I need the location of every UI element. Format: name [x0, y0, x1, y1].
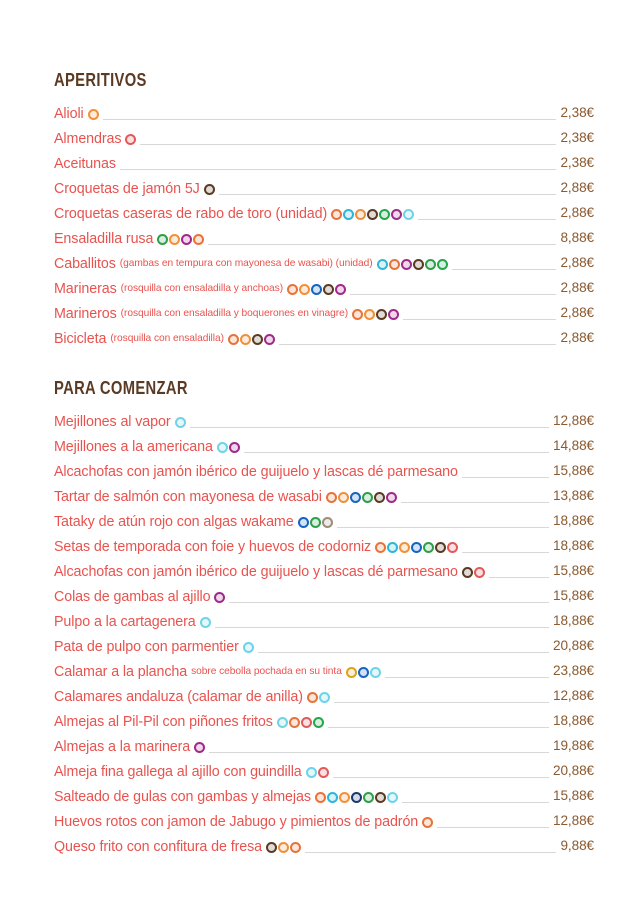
menu-item-price: 18,88€ [553, 513, 594, 528]
menu-item-name-group [54, 562, 485, 582]
fish-allergen-icon [350, 492, 361, 503]
milk-allergen-icon [204, 184, 215, 195]
shell-allergen-icon [277, 717, 288, 728]
gluten-allergen-icon [375, 542, 386, 553]
egg-allergen-icon [169, 234, 180, 245]
leader-line [337, 527, 549, 528]
shell-allergen-icon [217, 442, 228, 453]
nuts-allergen-icon [310, 517, 321, 528]
menu-item-row[interactable] [54, 435, 594, 460]
darkblue-allergen-icon [351, 792, 362, 803]
menu-item-row[interactable] [54, 685, 594, 710]
leader-line [219, 194, 557, 195]
gluten-allergen-icon [287, 284, 298, 295]
menu-item-price: 2,88€ [560, 205, 594, 220]
menu-item-description: (rosquilla con ensaladilla y boquerones en vinagre) [120, 308, 349, 319]
mollusc-allergen-icon [401, 259, 412, 270]
menu-item-price: 2,88€ [560, 305, 594, 320]
leader-line [328, 727, 549, 728]
allergen-icon-group [422, 817, 433, 828]
gluten-allergen-icon [326, 492, 337, 503]
egg-allergen-icon [339, 792, 350, 803]
allergen-icon-group [331, 209, 414, 220]
fish-allergen-icon [311, 284, 322, 295]
shell-allergen-icon [306, 767, 317, 778]
menu-item-name-group [54, 587, 225, 607]
menu-item-description: (gambas en tempura con mayonesa de wasabi) (unidad) [119, 258, 373, 269]
leader-line [385, 677, 549, 678]
egg-allergen-icon [364, 309, 375, 320]
menu-item-row[interactable] [54, 102, 594, 127]
leader-line [120, 169, 557, 170]
gluten-allergen-icon [228, 334, 239, 345]
menu-item-list [54, 102, 594, 352]
gluten-allergen-icon [307, 692, 318, 703]
menu-item-name: Salteado de gulas con gambas y almejas [54, 789, 311, 805]
mollusc-allergen-icon [194, 742, 205, 753]
menu-sections [54, 70, 594, 860]
milk-allergen-icon [252, 334, 263, 345]
leader-line [103, 119, 557, 120]
menu-item-row[interactable] [54, 485, 594, 510]
menu-item-price: 2,38€ [560, 105, 594, 120]
egg-allergen-icon [399, 542, 410, 553]
menu-item-row[interactable] [54, 585, 594, 610]
menu-item-name: Bicicleta [54, 331, 107, 347]
menu-item-name: Caballitos [54, 256, 116, 272]
menu-item-name: Almejas al Pil-Pil con piñones fritos [54, 714, 273, 730]
menu-item-row[interactable] [54, 327, 594, 352]
mollusc-allergen-icon [229, 442, 240, 453]
allergen-icon-group [243, 642, 254, 653]
leader-line [489, 577, 549, 578]
milk-allergen-icon [435, 542, 446, 553]
milk-allergen-icon [323, 284, 334, 295]
nuts-allergen-icon [157, 234, 168, 245]
allergen-icon-group [125, 134, 136, 145]
milk-allergen-icon [374, 492, 385, 503]
milk-allergen-icon [413, 259, 424, 270]
gluten-allergen-icon [290, 842, 301, 853]
leader-line [462, 552, 549, 553]
menu-item-row[interactable] [54, 152, 594, 177]
allergen-icon-group [200, 617, 211, 628]
menu-item-price: 20,88€ [553, 638, 594, 653]
menu-item-name: Mejillones al vapor [54, 414, 171, 430]
leader-line [305, 852, 556, 853]
soy-allergen-icon [313, 717, 324, 728]
menu-item-name: Tataky de atún rojo con algas wakame [54, 514, 294, 530]
menu-item-price: 2,88€ [560, 330, 594, 345]
menu-item-price: 9,88€ [560, 838, 594, 853]
menu-item-name: Colas de gambas al ajillo [54, 589, 211, 605]
menu-item-price: 12,88€ [553, 813, 594, 828]
menu-item-price: 20,88€ [553, 763, 594, 778]
shell-allergen-icon [387, 792, 398, 803]
menu-item-row[interactable] [54, 610, 594, 635]
menu-item-name: Marineras [54, 281, 117, 297]
fish-allergen-icon [411, 542, 422, 553]
menu-item-row[interactable] [54, 460, 594, 485]
menu-section [54, 378, 594, 860]
menu-item-name: Tartar de salmón con mayonesa de wasabi [54, 489, 322, 505]
leader-line [244, 452, 549, 453]
menu-item-row[interactable] [54, 835, 594, 860]
menu-item-row[interactable] [54, 735, 594, 760]
menu-item-row[interactable] [54, 760, 594, 785]
section-title: PARA COMENZAR [54, 378, 188, 398]
leader-line [418, 219, 556, 220]
crustacea-allergen-icon [343, 209, 354, 220]
mollusc-allergen-icon [214, 592, 225, 603]
menu-item-name-group [54, 612, 211, 632]
menu-item-name-group [54, 462, 458, 482]
menu-item-row[interactable] [54, 560, 594, 585]
allergen-icon-group [277, 717, 324, 728]
nuts-allergen-icon [363, 792, 374, 803]
crustacea-allergen-icon [377, 259, 388, 270]
menu-item-row[interactable] [54, 177, 594, 202]
allergen-icon-group [204, 184, 215, 195]
menu-item-name: Almeja fina gallega al ajillo con guindilla [54, 764, 302, 780]
egg-allergen-icon [278, 842, 289, 853]
menu-item-name: Alcachofas con jamón ibérico de guijuelo y lascas dé parmesano [54, 564, 458, 580]
menu-item-price: 2,38€ [560, 130, 594, 145]
crustacea-allergen-icon [327, 792, 338, 803]
egg-allergen-icon [355, 209, 366, 220]
shell-allergen-icon [403, 209, 414, 220]
menu-item-row[interactable] [54, 535, 594, 560]
menu-item-price: 23,88€ [553, 663, 594, 678]
allergen-icon-group [228, 334, 275, 345]
menu-item-name-group [54, 204, 414, 224]
menu-item-description: (rosquilla con ensaladilla) [110, 333, 224, 344]
menu-item-name-group [54, 662, 381, 682]
menu-item-row[interactable] [54, 785, 594, 810]
menu-item-row[interactable] [54, 710, 594, 735]
milk-allergen-icon [266, 842, 277, 853]
milk-allergen-icon [462, 567, 473, 578]
nuts-allergen-icon [362, 492, 373, 503]
gluten-allergen-icon [315, 792, 326, 803]
menu-item-price: 14,88€ [553, 438, 594, 453]
menu-item-name-group [54, 412, 186, 432]
egg-allergen-icon [338, 492, 349, 503]
allergen-icon-group [266, 842, 301, 853]
menu-item-name: Calamares andaluza (calamar de anilla) [54, 689, 303, 705]
menu-item-price: 15,88€ [553, 588, 594, 603]
menu-item-name: Setas de temporada con foie y huevos de codorniz [54, 539, 372, 555]
soy-allergen-icon [379, 209, 390, 220]
shell-allergen-icon [243, 642, 254, 653]
leader-line [402, 802, 549, 803]
allergen-icon-group [462, 567, 485, 578]
menu-item-name: Calamar a la plancha [54, 664, 188, 680]
gluten-allergen-icon [352, 309, 363, 320]
allergen-icon-group [315, 792, 398, 803]
menu-item-price: 15,88€ [553, 463, 594, 478]
allergen-icon-group [217, 442, 240, 453]
allergen-icon-group [214, 592, 225, 603]
leader-line [140, 144, 556, 145]
menu-item-name-group [54, 254, 448, 274]
nuts-allergen-icon [425, 259, 436, 270]
leader-line [334, 702, 549, 703]
egg-allergen-icon [88, 109, 99, 120]
menu-item-price: 12,88€ [553, 688, 594, 703]
leader-line [462, 477, 549, 478]
menu-item-name: Queso frito con confitura de fresa [54, 839, 262, 855]
leader-line [190, 427, 550, 428]
mollusc-allergen-icon [386, 492, 397, 503]
fish-allergen-icon [298, 517, 309, 528]
gluten-allergen-icon [331, 209, 342, 220]
allergen-icon-group [375, 542, 458, 553]
menu-item-name-group [54, 712, 324, 732]
sulphite-allergen-icon [301, 717, 312, 728]
menu-item-price: 2,88€ [560, 255, 594, 270]
menu-item-row[interactable] [54, 252, 594, 277]
egg-allergen-icon [299, 284, 310, 295]
section-title: APERITIVOS [54, 70, 147, 90]
menu-item-list [54, 410, 594, 860]
menu-item-row[interactable] [54, 410, 594, 435]
menu-item-price: 12,88€ [553, 413, 594, 428]
allergen-icon-group [88, 109, 99, 120]
menu-item-name-group [54, 687, 330, 707]
menu-item-name-group [54, 787, 398, 807]
gluten-allergen-icon [193, 234, 204, 245]
menu-item-name-group [54, 512, 333, 532]
menu-item-price: 18,88€ [553, 538, 594, 553]
shell-allergen-icon [370, 667, 381, 678]
allergen-icon-group [175, 417, 186, 428]
menu-item-price: 2,38€ [560, 155, 594, 170]
leader-line [452, 269, 557, 270]
soy-allergen-icon [437, 259, 448, 270]
menu-item-row[interactable] [54, 810, 594, 835]
menu-item-name-group [54, 104, 99, 124]
allergen-icon-group [346, 667, 381, 678]
menu-item-name: Alcachofas con jamón ibérico de guijuelo y lascas dé parmesano [54, 464, 458, 480]
menu-item-row[interactable] [54, 127, 594, 152]
menu-item-row[interactable] [54, 510, 594, 535]
menu-item-name: Ensaladilla rusa [54, 231, 154, 247]
menu-item-name: Croquetas caseras de rabo de toro (unidad) [54, 206, 328, 222]
menu-item-name-group [54, 129, 136, 149]
menu-section [54, 70, 594, 352]
menu-item-name: Pulpo a la cartagenera [54, 614, 196, 630]
menu-item-name: Almendras [54, 131, 122, 147]
sesame-allergen-icon [322, 517, 333, 528]
leader-line [401, 502, 549, 503]
leader-line [215, 627, 549, 628]
allergen-icon-group [326, 492, 397, 503]
menu-item-name-group [54, 279, 346, 299]
mollusc-allergen-icon [264, 334, 275, 345]
menu-item-name: Alioli [54, 106, 84, 122]
menu-item-name-group [54, 437, 240, 457]
allergen-icon-group [194, 742, 205, 753]
milk-allergen-icon [376, 309, 387, 320]
menu-item-name: Almejas a la marinera [54, 739, 191, 755]
menu-item-name: Huevos rotos con jamon de Jabugo y pimientos de padrón [54, 814, 419, 830]
mollusc-allergen-icon [335, 284, 346, 295]
menu-item-name-group [54, 737, 205, 757]
shell-allergen-icon [175, 417, 186, 428]
menu-item-row[interactable] [54, 635, 594, 660]
menu-item-price: 13,88€ [553, 488, 594, 503]
menu-item-name-group [54, 179, 215, 199]
menu-item-description: (rosquilla con ensaladilla y anchoas) [120, 283, 284, 294]
menu-item-name-group [54, 812, 433, 832]
milk-allergen-icon [375, 792, 386, 803]
menu-item-name-group [54, 229, 204, 249]
shell-allergen-icon [200, 617, 211, 628]
menu-item-name: Croquetas de jamón 5J [54, 181, 200, 197]
menu-item-name-group [54, 487, 397, 507]
menu-item-price: 2,88€ [560, 280, 594, 295]
menu-item-name: Mejillones a la americana [54, 439, 213, 455]
leader-line [258, 652, 549, 653]
nuts-allergen-icon [423, 542, 434, 553]
menu-item-row[interactable] [54, 202, 594, 227]
menu-item-name: Pata de pulpo con parmentier [54, 639, 239, 655]
fish-allergen-icon [358, 667, 369, 678]
menu-item-price: 19,88€ [553, 738, 594, 753]
allergen-icon-group [307, 692, 330, 703]
leader-line [350, 294, 556, 295]
menu-item-price: 8,88€ [560, 230, 594, 245]
crustacea-allergen-icon [387, 542, 398, 553]
mollusc-allergen-icon [391, 209, 402, 220]
menu-item-name-group [54, 154, 116, 174]
mollusc-allergen-icon [388, 309, 399, 320]
allergen-icon-group [298, 517, 333, 528]
sulphite-allergen-icon [318, 767, 329, 778]
menu-item-name-group [54, 329, 275, 349]
menu-item-price: 15,88€ [553, 788, 594, 803]
menu-item-row[interactable] [54, 660, 594, 685]
menu-item-name: Aceitunas [54, 156, 116, 172]
mollusc-allergen-icon [181, 234, 192, 245]
sulphite-allergen-icon [125, 134, 136, 145]
milk-allergen-icon [367, 209, 378, 220]
leader-line [333, 777, 549, 778]
menu-item-price: 18,88€ [553, 713, 594, 728]
allergen-icon-group [306, 767, 329, 778]
leader-line [229, 602, 549, 603]
sulphite-allergen-icon [447, 542, 458, 553]
gluten-allergen-icon [389, 259, 400, 270]
menu-item-name-group [54, 637, 254, 657]
leader-line [403, 319, 556, 320]
menu-item-description: sobre cebolla pochada en su tinta [191, 666, 342, 677]
egg-allergen-icon [240, 334, 251, 345]
menu-item-name-group [54, 304, 399, 324]
leader-line [437, 827, 549, 828]
menu-item-row[interactable] [54, 302, 594, 327]
allergen-icon-group [352, 309, 399, 320]
menu-item-name-group [54, 837, 301, 857]
menu-item-name: Marineros [54, 306, 117, 322]
gluten-allergen-icon [422, 817, 433, 828]
menu-item-name-group [54, 537, 458, 557]
allergen-icon-group [287, 284, 346, 295]
leader-line [279, 344, 557, 345]
menu-item-price: 2,88€ [560, 180, 594, 195]
menu-item-price: 18,88€ [553, 613, 594, 628]
menu-item-row[interactable] [54, 227, 594, 252]
menu-item-row[interactable] [54, 277, 594, 302]
menu-item-price: 15,88€ [553, 563, 594, 578]
leader-line [208, 244, 556, 245]
mustard-allergen-icon [346, 667, 357, 678]
allergen-icon-group [377, 259, 448, 270]
allergen-icon-group [157, 234, 204, 245]
leader-line [209, 752, 549, 753]
shell-allergen-icon [319, 692, 330, 703]
gluten-allergen-icon [289, 717, 300, 728]
sulphite-allergen-icon [474, 567, 485, 578]
menu-item-name-group [54, 762, 329, 782]
